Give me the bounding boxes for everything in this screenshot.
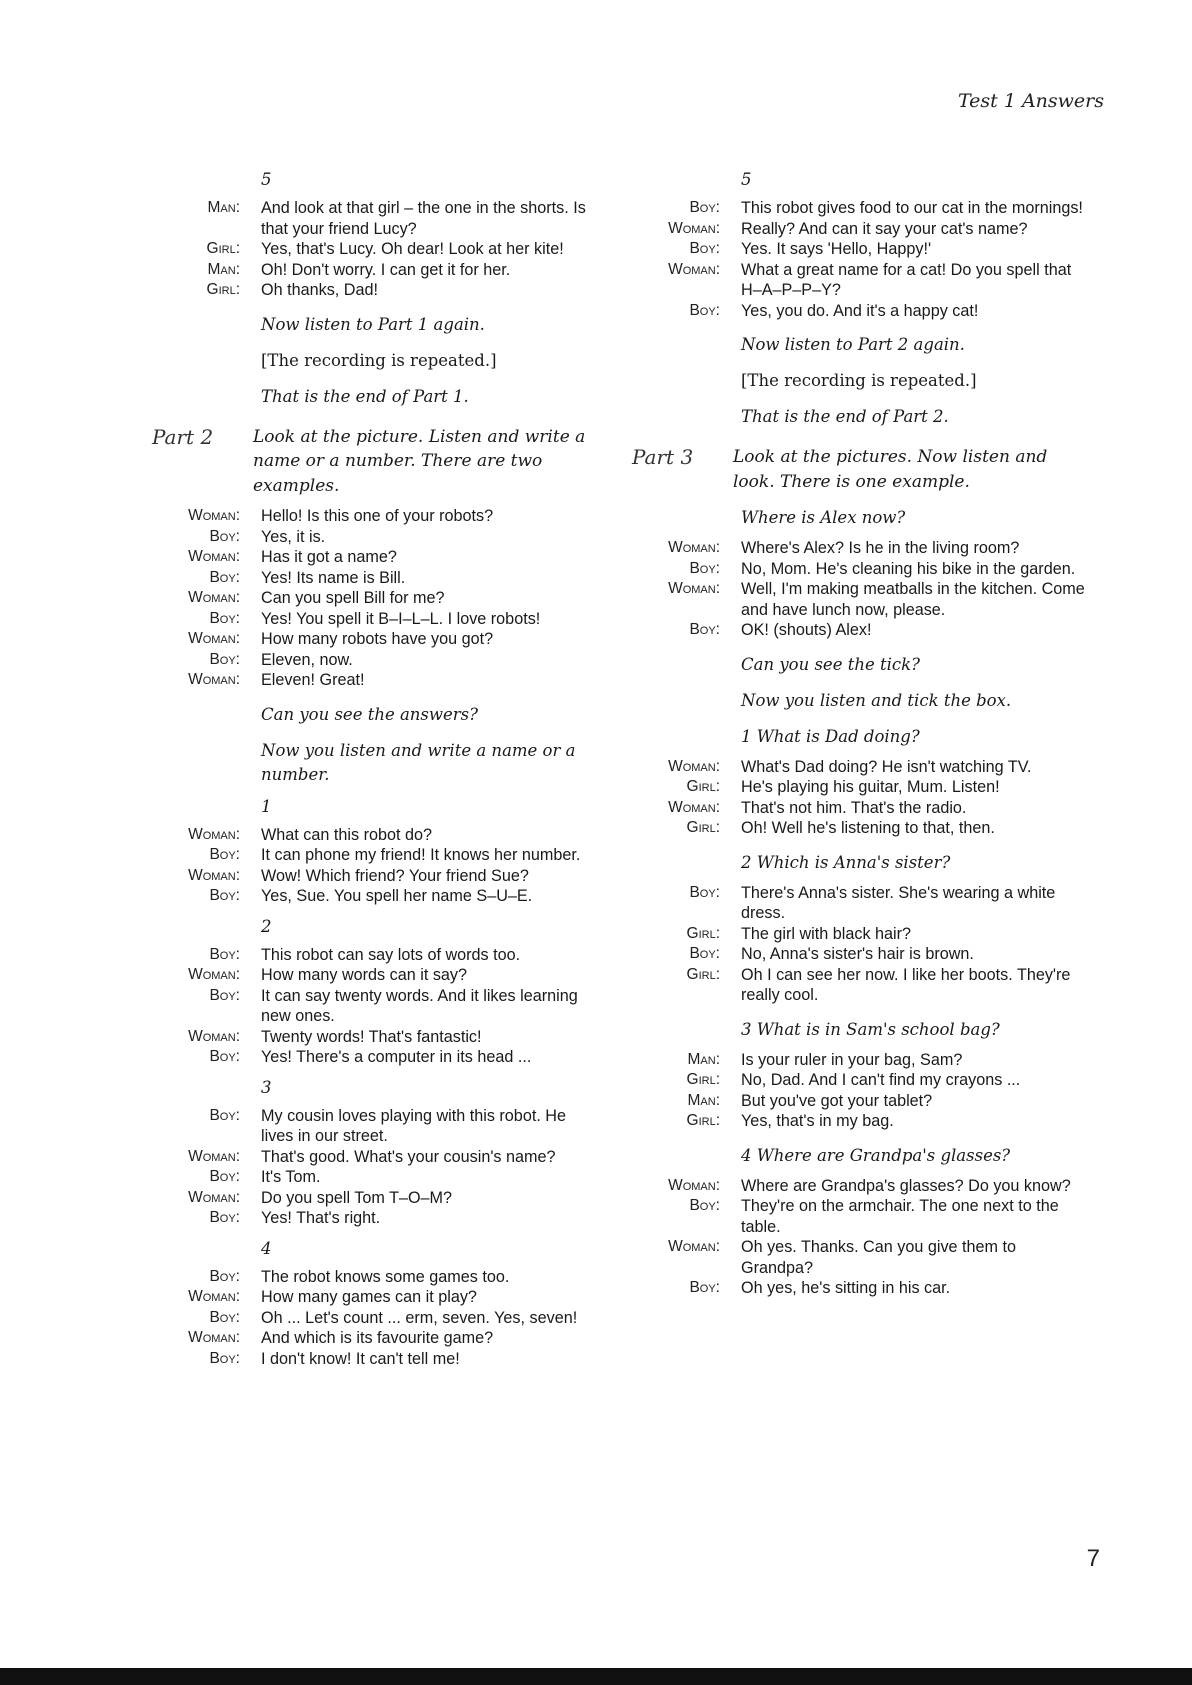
speaker-label: Boy: xyxy=(689,621,720,638)
dialogue-line xyxy=(160,609,600,630)
speaker-label: Girl: xyxy=(686,819,720,836)
speaker-label: Girl: xyxy=(686,965,720,983)
dialogue-line xyxy=(640,1091,1090,1112)
dialogue-line xyxy=(160,1287,600,1308)
dialogue-text: That's not him. That's the radio. xyxy=(741,798,967,817)
instruction-cue xyxy=(160,385,600,409)
dialogue-line xyxy=(640,538,1090,559)
gutter xyxy=(160,1076,261,1100)
dialogue-line xyxy=(640,818,1090,839)
dialogue-line xyxy=(160,945,600,966)
dialogue-text: I don't know! It can't tell me! xyxy=(261,1349,460,1368)
stage-note xyxy=(160,349,600,373)
dialogue-line xyxy=(160,527,600,548)
dialogue-text: Eleven! Great! xyxy=(261,671,365,689)
dialogue-line xyxy=(160,986,600,1027)
instruction-cue xyxy=(640,1144,1090,1168)
dialogue-text: Yes, Sue. You spell her name S–U–E. xyxy=(261,887,533,905)
dialogue-line xyxy=(640,1278,1090,1299)
instruction-cue xyxy=(160,739,600,787)
dialogue-text: No, Dad. And I can't find my crayons ... xyxy=(741,1071,1021,1089)
speaker-label: Boy: xyxy=(689,301,720,319)
dialogue-line xyxy=(160,260,600,281)
instruction-text: 2 Which is Anna's sister? xyxy=(741,852,951,872)
dialogue-line xyxy=(640,1237,1090,1278)
speaker-label: Boy: xyxy=(689,1279,720,1296)
part-label: Part 2 xyxy=(152,424,214,449)
part-instruction: Look at the picture. Listen and write a name or a number. There are two examples. xyxy=(253,426,586,496)
speaker-label: Woman: xyxy=(188,589,240,606)
dialogue-text: Can you spell Bill for me? xyxy=(261,589,445,607)
instruction-text: That is the end of Part 1. xyxy=(261,386,469,406)
instruction-text: 1 What is Dad doing? xyxy=(741,726,920,746)
dialogue-text: Oh! Don't worry. I can get it for her. xyxy=(261,260,511,279)
dialogue-line xyxy=(640,757,1090,778)
speaker-label: Boy: xyxy=(209,887,240,904)
instruction-text: That is the end of Part 2. xyxy=(741,407,949,426)
dialogue-line xyxy=(640,579,1090,620)
speaker-label: Woman: xyxy=(668,260,720,278)
dialogue-text: How many robots have you got? xyxy=(261,630,494,648)
dialogue-line xyxy=(160,1188,600,1209)
stage-note-text: [The recording is repeated.] xyxy=(261,350,497,370)
dialogue-line xyxy=(640,1176,1090,1197)
speaker-label: Man: xyxy=(207,260,240,278)
dialogue-text: Oh I can see her now. I like her boots. They're really cool. xyxy=(741,965,1071,1004)
instruction-cue xyxy=(640,1018,1090,1042)
speaker-label: Boy: xyxy=(209,986,240,1004)
dialogue-line xyxy=(640,260,1090,301)
dialogue-line xyxy=(160,1308,600,1329)
dialogue-text: Yes, that's Lucy. Oh dear! Look at her kite! xyxy=(261,240,564,258)
speaker-label: Woman: xyxy=(188,1027,240,1045)
part-heading xyxy=(632,445,1090,494)
dialogue-text: They're on the armchair. The one next to the table. xyxy=(741,1197,1059,1236)
dialogue-text: This robot gives food to our cat in the mornings! xyxy=(741,199,1083,217)
dialogue-line xyxy=(160,568,600,589)
dialogue-text: OK! (shouts) Alex! xyxy=(741,621,872,639)
dialogue-line xyxy=(160,506,600,527)
part-heading xyxy=(152,424,600,499)
dialogue-text: And look at that girl – the one in the shorts. Is that your friend Lucy? xyxy=(261,199,586,238)
speaker-label: Girl: xyxy=(686,924,720,942)
dialogue-text: Well, I'm making meatballs in the kitchen. Come and have lunch now, please. xyxy=(741,580,1085,619)
stage-note-text: [The recording is repeated.] xyxy=(741,371,977,390)
dialogue-line xyxy=(160,198,600,239)
running-head: Test 1 Answers xyxy=(957,90,1104,112)
dialogue-text: It's Tom. xyxy=(261,1168,321,1186)
speaker-label: Boy: xyxy=(689,559,720,577)
dialogue-text: Has it got a name? xyxy=(261,548,397,566)
right-column xyxy=(632,160,1090,1299)
instruction-cue xyxy=(640,725,1090,749)
speaker-label: Boy: xyxy=(689,240,720,257)
speaker-label: Woman: xyxy=(188,1147,240,1165)
speaker-label: Boy: xyxy=(209,945,240,963)
dialogue-line xyxy=(160,670,600,691)
item-number-text: 2 xyxy=(261,916,272,936)
dialogue-text: What a great name for a cat! Do you spell that H–A–P–P–Y? xyxy=(741,260,1072,299)
speaker-label: Woman: xyxy=(668,757,720,775)
dialogue-line xyxy=(640,239,1090,260)
dialogue-line xyxy=(160,965,600,986)
item-number-text: 5 xyxy=(741,170,752,189)
gutter xyxy=(640,168,741,192)
dialogue-line xyxy=(160,845,600,866)
page-number: 7 xyxy=(1086,1545,1100,1572)
dialogue-text: Wow! Which friend? Your friend Sue? xyxy=(261,866,529,885)
dialogue-line xyxy=(160,1267,600,1288)
dialogue-text: That's good. What's your cousin's name? xyxy=(261,1147,556,1166)
instruction-text: Can you see the tick? xyxy=(741,654,920,674)
dialogue-text: Yes. It says 'Hello, Happy!' xyxy=(741,240,932,258)
dialogue-text: No, Mom. He's cleaning his bike in the garden. xyxy=(741,559,1076,578)
instruction-cue xyxy=(640,851,1090,875)
dialogue-text: What can this robot do? xyxy=(261,825,432,844)
speaker-label: Boy: xyxy=(209,609,240,627)
bottom-rule xyxy=(0,1668,1192,1685)
speaker-label: Woman: xyxy=(188,966,240,983)
dialogue-text: Eleven, now. xyxy=(261,650,353,669)
dialogue-line xyxy=(160,547,600,568)
left-column xyxy=(152,160,600,1369)
speaker-label: Woman: xyxy=(668,1238,720,1255)
instruction-text: Now you listen and write a name or a number. xyxy=(261,740,576,784)
dialogue-text: This robot can say lots of words too. xyxy=(261,945,521,964)
instruction-cue xyxy=(160,703,600,727)
instruction-cue xyxy=(640,405,1090,429)
gutter xyxy=(160,915,261,939)
speaker-label: Boy: xyxy=(689,1197,720,1214)
dialogue-text: He's playing his guitar, Mum. Listen! xyxy=(741,778,1000,796)
gutter xyxy=(160,168,261,192)
dialogue-line xyxy=(160,629,600,650)
dialogue-text: And which is its favourite game? xyxy=(261,1329,494,1347)
instruction-cue xyxy=(640,689,1090,713)
item-number-text: 3 xyxy=(261,1077,272,1097)
speaker-label: Woman: xyxy=(188,866,240,884)
dialogue-text: The robot knows some games too. xyxy=(261,1267,510,1286)
dialogue-text: Do you spell Tom T–O–M? xyxy=(261,1188,453,1207)
item-number xyxy=(160,795,600,819)
speaker-label: Boy: xyxy=(209,1048,240,1065)
instruction-cue xyxy=(640,333,1090,357)
dialogue-line xyxy=(160,588,600,609)
dialogue-text: No, Anna's sister's hair is brown. xyxy=(741,945,974,963)
dialogue-line xyxy=(640,219,1090,240)
dialogue-text: It can phone my friend! It knows her number. xyxy=(261,846,581,864)
dialogue-line xyxy=(640,1196,1090,1237)
instruction-text: Can you see the answers? xyxy=(261,704,478,724)
instruction-text: 4 Where are Grandpa's glasses? xyxy=(741,1145,1011,1165)
speaker-label: Boy: xyxy=(689,199,720,216)
dialogue-text: What's Dad doing? He isn't watching TV. xyxy=(741,757,1032,776)
item-number-text: 4 xyxy=(261,1238,272,1258)
dialogue-text: Yes, you do. And it's a happy cat! xyxy=(741,301,979,320)
part-label: Part 3 xyxy=(632,445,694,469)
dialogue-text: The girl with black hair? xyxy=(741,924,912,943)
item-number xyxy=(640,168,1090,192)
dialogue-line xyxy=(160,1047,600,1068)
dialogue-text: Hello! Is this one of your robots? xyxy=(261,507,494,525)
dialogue-text: Where are Grandpa's glasses? Do you know? xyxy=(741,1176,1071,1195)
instruction-text: 3 What is in Sam's school bag? xyxy=(741,1019,1000,1039)
speaker-label: Woman: xyxy=(188,825,240,843)
item-number xyxy=(160,1237,600,1261)
dialogue-text: Oh! Well he's listening to that, then. xyxy=(741,819,995,837)
gutter xyxy=(160,1237,261,1261)
dialogue-line xyxy=(640,1111,1090,1132)
part-instruction: Look at the pictures. Now listen and look. There is one example. xyxy=(733,447,1048,492)
stage-note xyxy=(640,369,1090,393)
dialogue-line xyxy=(160,1106,600,1147)
dialogue-text: Where's Alex? Is he in the living room? xyxy=(741,539,1020,557)
speaker-label: Boy: xyxy=(689,945,720,962)
dialogue-line xyxy=(160,866,600,887)
item-number-text: 5 xyxy=(261,170,272,189)
dialogue-line xyxy=(160,1208,600,1229)
speaker-label: Boy: xyxy=(209,1209,240,1226)
item-number xyxy=(160,168,600,192)
speaker-label: Woman: xyxy=(668,798,720,816)
speaker-label: Woman: xyxy=(668,1176,720,1194)
speaker-label: Man: xyxy=(687,1091,720,1109)
speaker-label: Boy: xyxy=(689,883,720,901)
dialogue-line xyxy=(640,301,1090,322)
dialogue-line xyxy=(160,825,600,846)
item-number xyxy=(160,915,600,939)
dialogue-text: Yes! Its name is Bill. xyxy=(261,568,406,587)
instruction-text: Now listen to Part 2 again. xyxy=(741,335,965,354)
speaker-label: Boy: xyxy=(209,1349,240,1367)
dialogue-text: Oh thanks, Dad! xyxy=(261,281,378,299)
dialogue-line xyxy=(160,1147,600,1168)
dialogue-line xyxy=(640,559,1090,580)
dialogue-line xyxy=(160,1328,600,1349)
speaker-label: Boy: xyxy=(209,1168,240,1185)
item-number-text: 1 xyxy=(261,796,272,816)
dialogue-text: Really? And can it say your cat's name? xyxy=(741,219,1028,238)
dialogue-text: Yes! There's a computer in its head ... xyxy=(261,1048,532,1066)
dialogue-text: There's Anna's sister. She's wearing a white dress. xyxy=(741,883,1056,922)
speaker-label: Man: xyxy=(687,1050,720,1068)
dialogue-text: Oh ... Let's count ... erm, seven. Yes, seven! xyxy=(261,1308,578,1327)
speaker-label: Girl: xyxy=(206,240,240,257)
gutter xyxy=(160,795,261,819)
instruction-cue xyxy=(640,653,1090,677)
speaker-label: Girl: xyxy=(686,778,720,795)
dialogue-line xyxy=(640,798,1090,819)
speaker-label: Woman: xyxy=(188,1188,240,1206)
dialogue-line xyxy=(640,944,1090,965)
dialogue-text: Oh yes. Thanks. Can you give them to Grandpa? xyxy=(741,1238,1017,1277)
dialogue-line xyxy=(640,198,1090,219)
speaker-label: Woman: xyxy=(188,1288,240,1305)
speaker-label: Woman: xyxy=(188,630,240,647)
dialogue-text: Yes! You spell it B–I–L–L. I love robots! xyxy=(261,609,541,628)
speaker-label: Woman: xyxy=(188,1329,240,1346)
dialogue-line xyxy=(640,620,1090,641)
speaker-label: Boy: xyxy=(209,527,240,545)
speaker-label: Woman: xyxy=(668,539,720,556)
speaker-label: Boy: xyxy=(209,1308,240,1326)
speaker-label: Woman: xyxy=(188,548,240,565)
dialogue-text: Yes, it is. xyxy=(261,527,326,546)
dialogue-line xyxy=(160,280,600,301)
dialogue-line xyxy=(160,1027,600,1048)
speaker-label: Woman: xyxy=(188,507,240,524)
speaker-label: Woman: xyxy=(188,671,240,688)
dialogue-text: My cousin loves playing with this robot. He lives in our street. xyxy=(261,1106,567,1145)
dialogue-text: Oh yes, he's sitting in his car. xyxy=(741,1279,951,1297)
speaker-label: Boy: xyxy=(209,1106,240,1124)
speaker-label: Woman: xyxy=(668,219,720,237)
speaker-label: Boy: xyxy=(209,568,240,586)
dialogue-line xyxy=(160,239,600,260)
dialogue-line xyxy=(160,650,600,671)
speaker-label: Girl: xyxy=(686,1071,720,1088)
item-number xyxy=(160,1076,600,1100)
dialogue-line xyxy=(640,777,1090,798)
dialogue-text: How many games can it play? xyxy=(261,1288,477,1306)
dialogue-line xyxy=(640,1070,1090,1091)
dialogue-text: Yes! That's right. xyxy=(261,1209,381,1227)
dialogue-line xyxy=(640,965,1090,1006)
instruction-cue xyxy=(160,313,600,337)
dialogue-line xyxy=(160,1349,600,1370)
speaker-label: Girl: xyxy=(686,1112,720,1129)
speaker-label: Boy: xyxy=(209,650,240,668)
instruction-text: Where is Alex now? xyxy=(741,508,906,527)
dialogue-text: Twenty words! That's fantastic! xyxy=(261,1027,482,1046)
speaker-label: Boy: xyxy=(209,1267,240,1285)
instruction-cue xyxy=(640,506,1090,530)
dialogue-text: How many words can it say? xyxy=(261,966,468,984)
speaker-label: Man: xyxy=(207,199,240,216)
dialogue-line xyxy=(160,886,600,907)
speaker-label: Woman: xyxy=(668,580,720,597)
speaker-label: Boy: xyxy=(209,846,240,863)
dialogue-text: Is your ruler in your bag, Sam? xyxy=(741,1050,963,1069)
instruction-text: Now listen to Part 1 again. xyxy=(261,314,485,334)
dialogue-text: It can say twenty words. And it likes learning new ones. xyxy=(261,986,578,1025)
dialogue-text: Yes, that's in my bag. xyxy=(741,1112,894,1130)
dialogue-line xyxy=(160,1167,600,1188)
dialogue-line xyxy=(640,1050,1090,1071)
speaker-label: Girl: xyxy=(206,281,240,298)
dialogue-line xyxy=(640,924,1090,945)
instruction-text: Now you listen and tick the box. xyxy=(741,690,1012,710)
dialogue-text: But you've got your tablet? xyxy=(741,1091,933,1110)
dialogue-line xyxy=(640,883,1090,924)
